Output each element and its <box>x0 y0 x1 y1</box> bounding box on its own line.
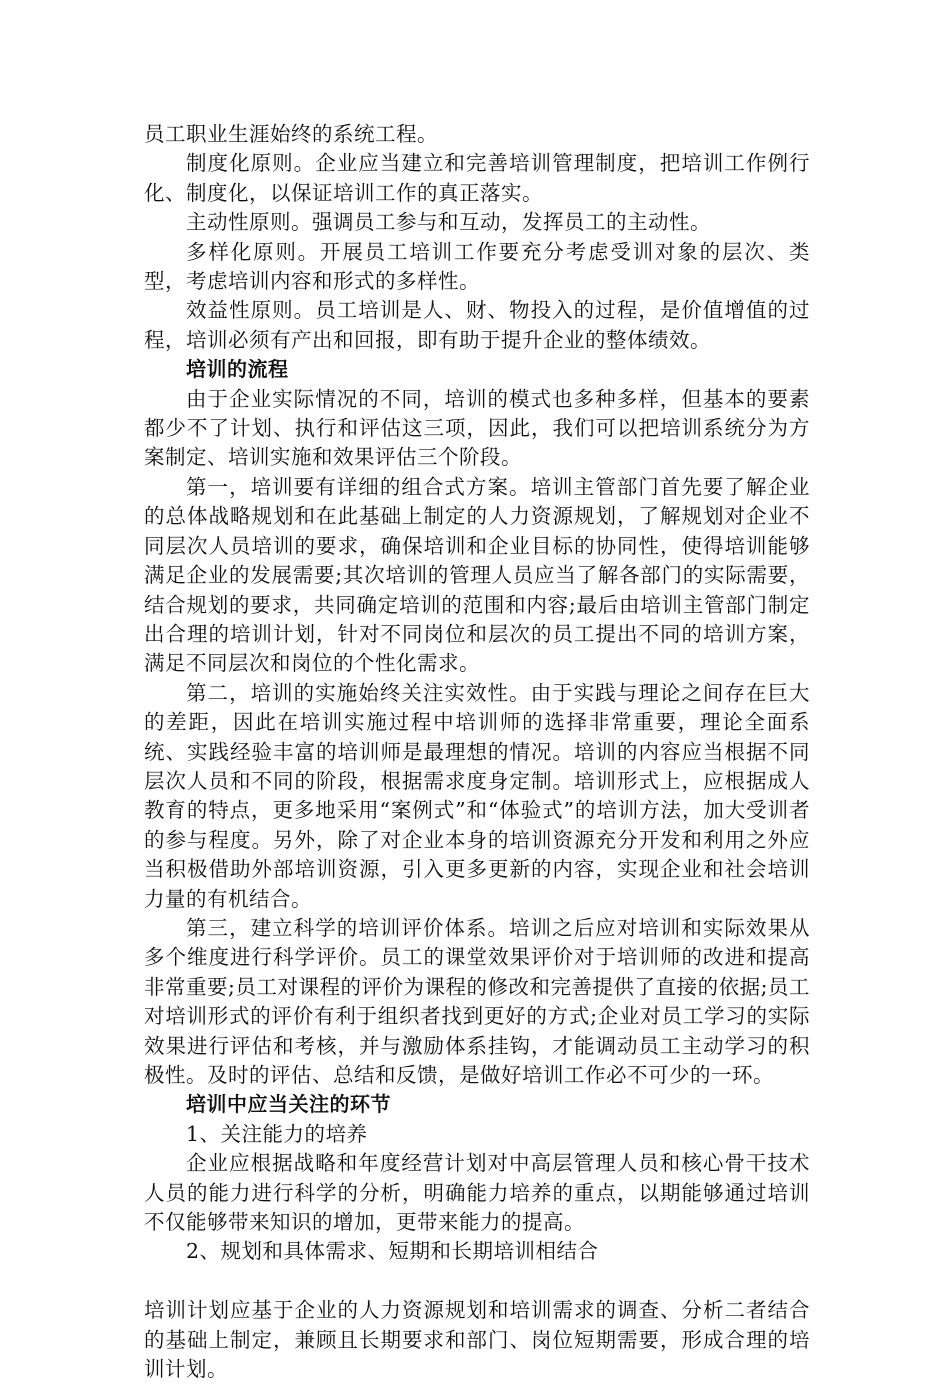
list-item-planning-combination: 2、规划和具体需求、短期和长期培训相结合 <box>186 1239 599 1264</box>
paragraph-benefit-principle: 效益性原则。员工培训是人、财、物投入的过程，是价值增值的过程，培训必须有产出和回报，即有助于提升企业的整体绩效。 <box>144 298 810 352</box>
list-item-ability-cultivation: 1、关注能力的培养 <box>186 1121 368 1146</box>
paragraph-diversity-principle: 多样化原则。开展员工培训工作要充分考虑受训对象的层次、类型，考虑培训内容和形式的多样性。 <box>144 239 810 294</box>
paragraph-step-one: 第一，培训要有详细的组合式方案。培训主管部门首先要了解企业的总体战略规划和在此基础上制定的人力资源规划，了解规划对企业不同层次人员培训的要求，确保培训和企业目标的协同性，使得培训能够满足企业的发展需要;其次培训的管理人员应当了解各部门的实际需要，结合规划的要求，共同确定培训的范围和内容;最后由培训主管部门制定出合理的培训计划，针对不同岗位和层次的员工提出不同的培训方案，满足不同层次和岗位的个性化需求。 <box>144 474 810 676</box>
paragraph-training-plan: 培训计划应基于企业的人力资源规划和培训需求的调查、分析二者结合的基础上制定，兼顾且长期要求和部门、岗位短期需要，形成合理的培训计划。 <box>144 1298 810 1382</box>
paragraph-career-engineering: 员工职业生涯始终的系统工程。 <box>144 122 438 146</box>
paragraph-ability-analysis: 企业应根据战略和年度经营计划对中高层管理人员和核心骨干技术人员的能力进行科学的分析，明确能力培养的重点，以期能够通过培训不仅能够带来知识的增加，更带来能力的提高。 <box>144 1151 810 1235</box>
heading-key-aspects: 培训中应当关注的环节 <box>186 1092 391 1117</box>
paragraph-step-three: 第三，建立科学的培训评价体系。培训之后应对培训和实际效果从多个维度进行科学评价。员工的课堂效果评价对于培训师的改进和提高非常重要;员工对课程的评价为课程的修改和完善提供了直接的依据;员工对培训形式的评价有利于组织者找到更好的方式;企业对员工学习的实际效果进行评估和考核，并与激励体系挂钩，才能调动员工主动学习的积极性。及时的评估、总结和反馈，是做好培训工作必不可少的一环。 <box>144 915 810 1087</box>
document-body <box>144 120 810 1384</box>
paragraph-institutionalization-principle: 制度化原则。企业应当建立和完善培训管理制度，把培训工作例行化、制度化，以保证培训工作的真正落实。 <box>144 151 810 205</box>
paragraph-initiative-principle: 主动性原则。强调员工参与和互动，发挥员工的主动性。 <box>186 210 711 235</box>
heading-training-process: 培训的流程 <box>186 357 289 382</box>
paragraph-step-two: 第二，培训的实施始终关注实效性。由于实践与理论之间存在巨大的差距，因此在培训实施过程中培训师的选择非常重要，理论全面系统、实践经验丰富的培训师是最理想的情况。培训的内容应当根据不同层次人员和不同的阶段，根据需求度身定制。培训形式上，应根据成人教育的特点，更多地采用“案例式”和“体验式”的培训方法，加大受训者的参与程度。另外，除了对企业本身的培训资源充分开发和利用之外应当积极借助外部培训资源，引入更多更新的内容，实现企业和社会培训力量的有机结合。 <box>144 680 810 911</box>
paragraph-process-overview: 由于企业实际情况的不同，培训的模式也多种多样，但基本的要素都少不了计划、执行和评估这三项，因此，我们可以把培训系统分为方案制定、培训实施和效果评估三个阶段。 <box>144 386 810 470</box>
